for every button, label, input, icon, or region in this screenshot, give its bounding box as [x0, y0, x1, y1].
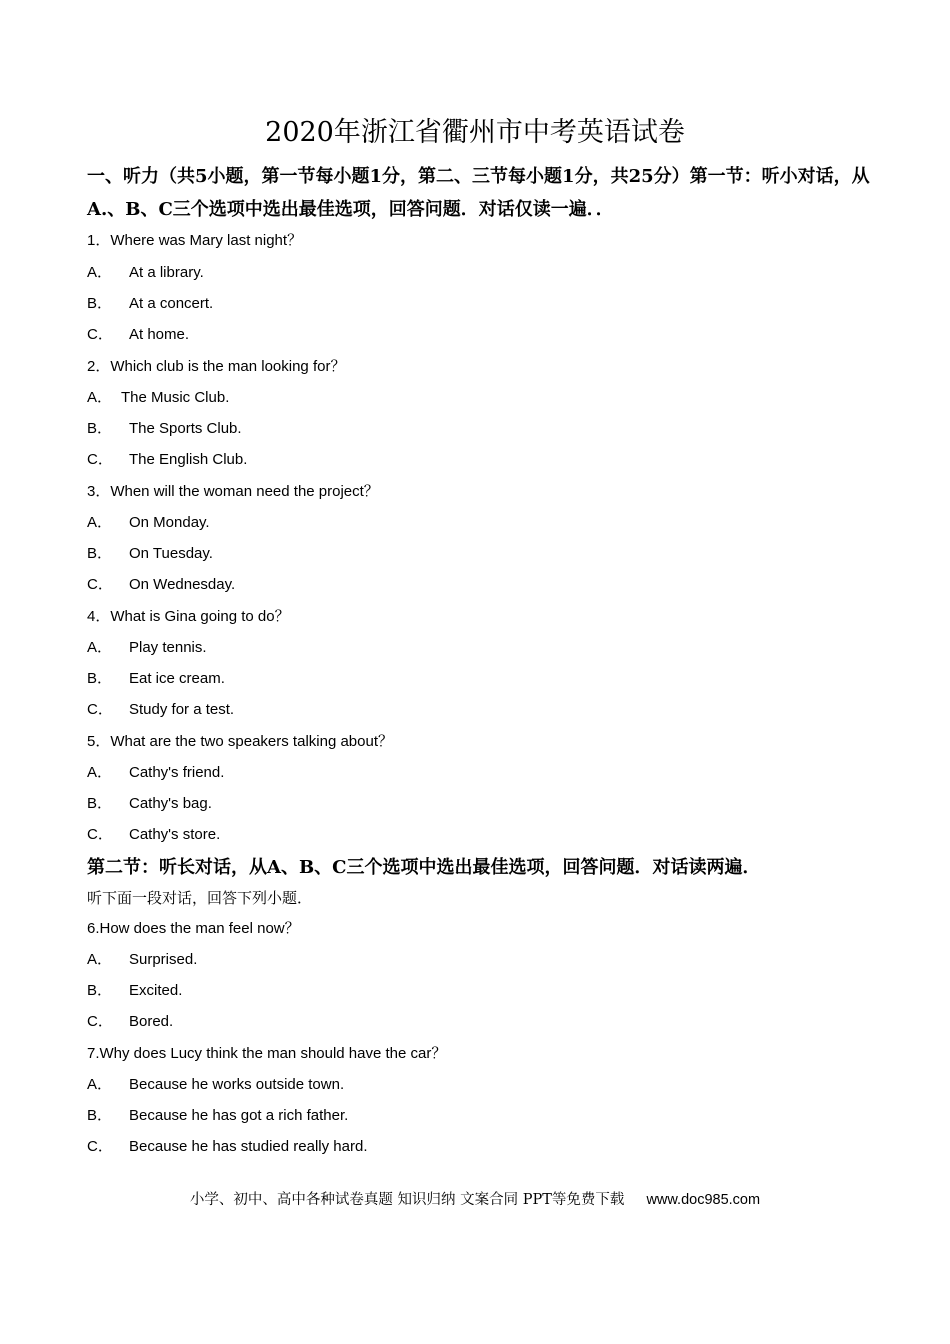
option-text: Bored.: [129, 1013, 174, 1030]
option-text: Eat ice cream.: [129, 670, 225, 687]
option-text: The Sports Club.: [129, 420, 242, 437]
page-title: 2020年浙江省衢州市中考英语试卷: [265, 117, 685, 148]
question-6: 6.How does the man feel now？: [87, 920, 300, 937]
option-text: At a library.: [129, 264, 204, 281]
option-label: C．: [87, 576, 113, 593]
option-label: A．: [87, 1076, 113, 1093]
option-label: C．: [87, 701, 113, 718]
question-5: 5．What are the two speakers talking about？: [87, 733, 393, 750]
option-text: Cathy's bag.: [129, 795, 212, 812]
page-footer: [0, 1190, 950, 1210]
option-text: On Tuesday.: [129, 545, 213, 562]
footer-url-link[interactable]: www.doc985.com: [646, 1192, 761, 1208]
section-2-heading: 第二节：听长对话，从A、B、C三个选项中选出最佳选项，回答问题．对话读两遍．: [87, 857, 761, 878]
option-text: Cathy's friend.: [129, 764, 225, 781]
option-label: B．: [87, 795, 113, 812]
option-label: C．: [87, 1013, 113, 1030]
option-text: Play tennis.: [129, 639, 207, 656]
option-label: A．: [87, 764, 113, 781]
option-text: Surprised.: [129, 951, 198, 968]
option-label: B．: [87, 545, 113, 562]
option-label: A．: [87, 639, 113, 656]
question-4: 4．What is Gina going to do？: [87, 608, 290, 625]
option-text: On Wednesday.: [129, 576, 236, 593]
option-text: At a concert.: [129, 295, 214, 312]
option-label: B．: [87, 670, 113, 687]
option-label: B．: [87, 420, 113, 437]
option-text: Excited.: [129, 982, 183, 999]
question-3: 3．When will the woman need the project？: [87, 483, 379, 500]
option-label: A．: [87, 389, 113, 406]
option-label: C．: [87, 826, 113, 843]
option-text: Cathy's store.: [129, 826, 221, 843]
section-2-instruction: 听下面一段对话，回答下列小题．: [87, 889, 313, 907]
option-text: The Music Club.: [121, 389, 230, 406]
option-text: The English Club.: [129, 451, 248, 468]
option-text: Because he has got a rich father.: [129, 1107, 349, 1124]
option-text: Because he has studied really hard.: [129, 1138, 368, 1155]
question-7: 7.Why does Lucy think the man should have the car？: [87, 1045, 447, 1062]
option-label: A．: [87, 951, 113, 968]
option-label: C．: [87, 451, 113, 468]
option-label: C．: [87, 1138, 113, 1155]
option-label: B．: [87, 982, 113, 999]
option-label: B．: [87, 1107, 113, 1124]
footer-text: 小学、初中、高中各种试卷真题 知识归纳 文案合同 PPT等免费下载: [189, 1192, 625, 1208]
option-label: A．: [87, 514, 113, 531]
question-1: 1．Where was Mary last night？: [87, 232, 303, 249]
option-text: Because he works outside town.: [129, 1076, 345, 1093]
option-text: Study for a test.: [129, 701, 235, 718]
option-label: A．: [87, 264, 113, 281]
option-label: B．: [87, 295, 113, 312]
question-2: 2．Which club is the man looking for？: [87, 358, 346, 375]
option-text: At home.: [129, 326, 190, 343]
section-1-heading: 一、听力（共5小题，第一节每小题1分，第二、三节每小题1分，共25分）第一节：听小对话，从A.、B、C三个选项中选出最佳选项，回答问题．对话仅读一遍．．: [87, 166, 870, 220]
option-text: On Monday.: [129, 514, 210, 531]
option-label: C．: [87, 326, 113, 343]
